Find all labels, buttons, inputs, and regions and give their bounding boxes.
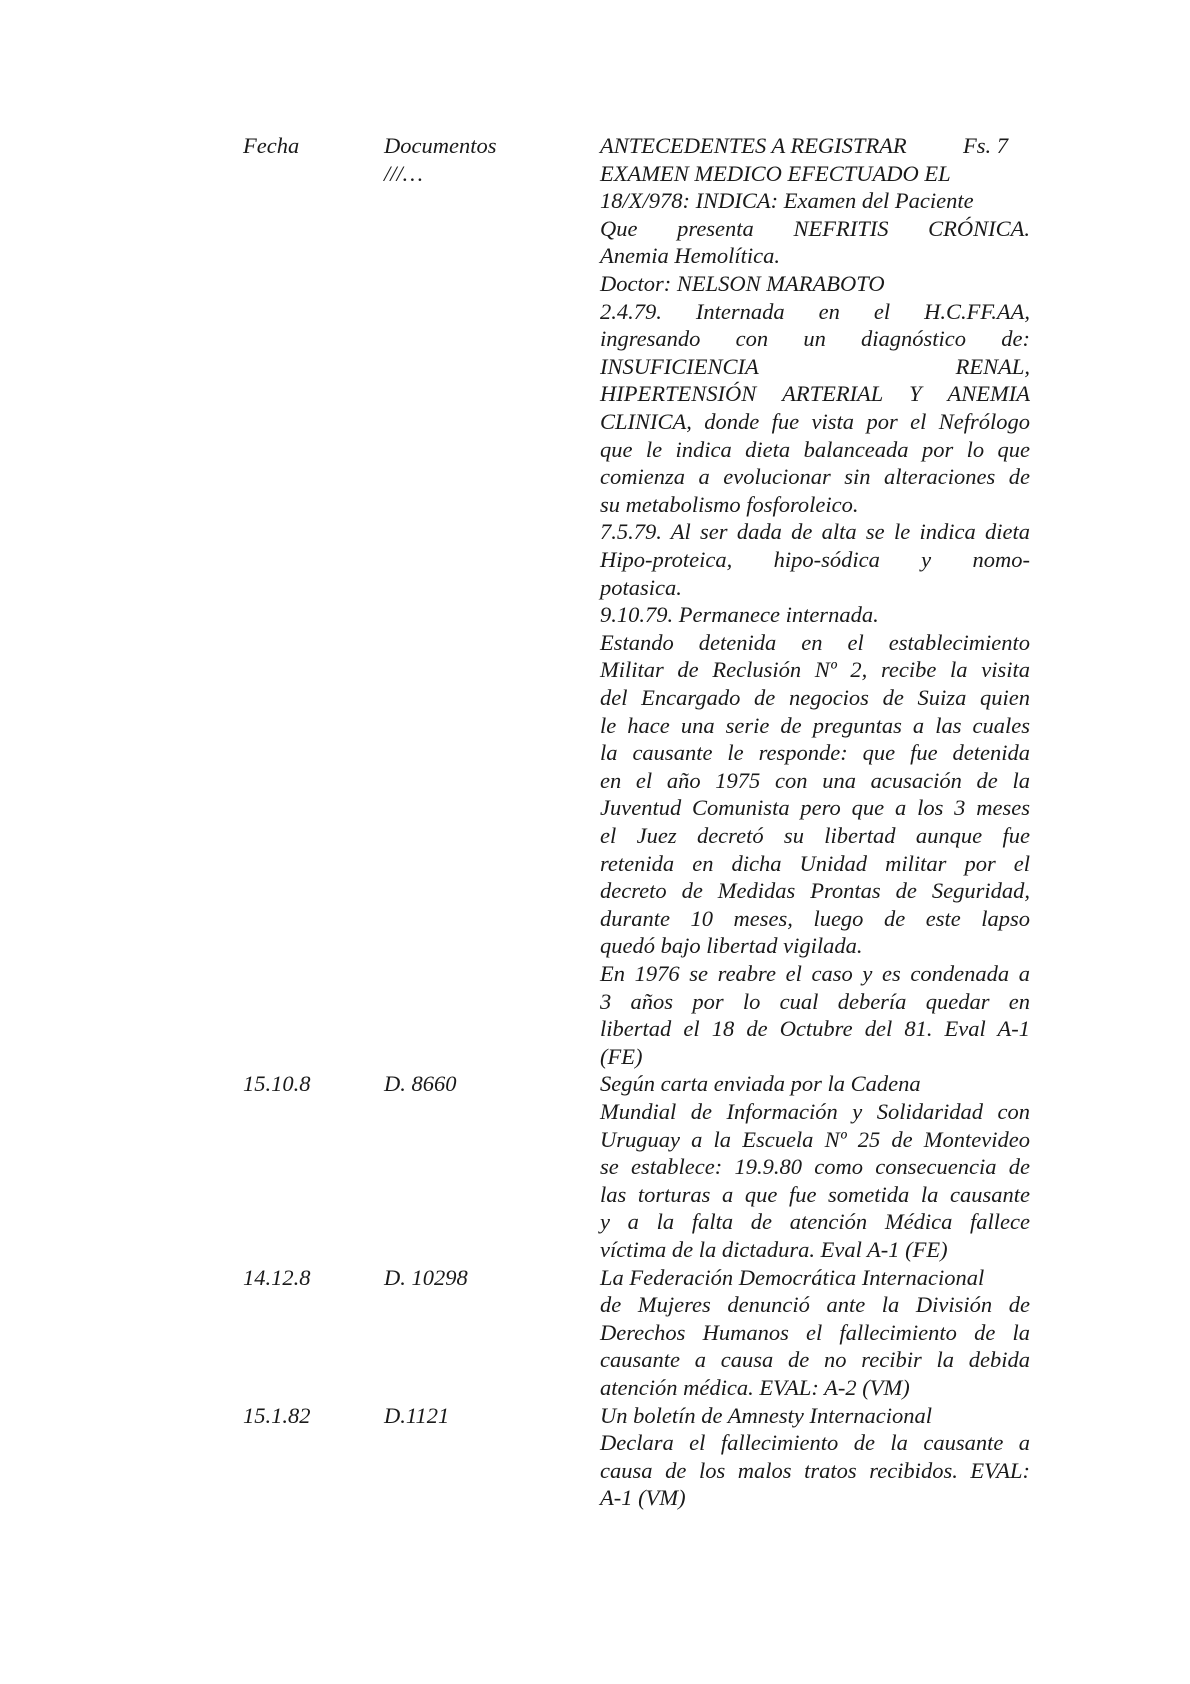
documentos-column [384, 132, 574, 1428]
documentos-header: Documentos [384, 133, 497, 158]
entry-text-line: Juventud Comunista pero que a los 3 meses [600, 795, 1030, 821]
entry-text-line: de Mujeres denunció ante la División de [600, 1292, 1030, 1318]
entry-text-line: durante 10 meses, luego de este lapso [600, 905, 1030, 931]
entry-text-line: A-1 (VM) [600, 1485, 686, 1511]
entry-text-line: 18/X/978: INDICA: Examen del Paciente [600, 188, 974, 214]
documentos-continuation: ///… [384, 160, 423, 186]
entry-text-line: ingresando con un diagnóstico de: [600, 326, 1030, 352]
entry-text-line: atención médica. EVAL: A-2 (VM) [600, 1375, 910, 1400]
entry-text-line: libertad el 18 de Octubre del 81. Eval A-1 [600, 1016, 1030, 1042]
entry-text-line: En 1976 se reabre el caso y es condenada a [600, 961, 1030, 986]
entry-text-line: que le indica dieta balanceada por lo que [600, 436, 1030, 462]
entry-fecha: 15.1.82 [243, 1402, 311, 1428]
entry-text-line: causante a causa de no recibir la debida [600, 1347, 1030, 1373]
entry-text-line: (FE) [600, 1043, 643, 1069]
entry-text-line: Un boletín de Amnesty Internacional [600, 1402, 933, 1428]
entry-text-line: INSUFICIENCIA RENAL, [600, 353, 1030, 379]
entry-text-line: Que presenta NEFRITIS CRÓNICA. [600, 215, 1030, 241]
entry-text-line: quedó bajo libertad vigilada. [600, 933, 863, 959]
entry-text-line: potasica. [600, 574, 682, 600]
entry-text-line: la causante le responde: que fue detenida [600, 740, 1030, 766]
entry-text-line: Uruguay a la Escuela Nº 25 de Montevideo [600, 1126, 1030, 1152]
entry-text-line: 7.5.79. Al ser dada de alta se le indica dieta [600, 519, 1030, 545]
entry-text-line: causa de los malos tratos recibidos. EVAL: [600, 1457, 1030, 1483]
entry-text-line: Mundial de Información y Solidaridad con [600, 1099, 1030, 1124]
entry-text-line: 9.10.79. Permanece internada. [600, 602, 879, 628]
entry-text-line: Declara el fallecimiento de la causante a [600, 1430, 1030, 1456]
entry-text-line: el Juez decretó su libertad aunque fue [600, 823, 1030, 848]
entry-text-line: Estando detenida en el establecimiento [600, 629, 1030, 655]
entry-text-line: Militar de Reclusión Nº 2, recibe la visita [600, 657, 1030, 683]
entry-text-line: comienza a evolucionar sin alteraciones de [600, 464, 1030, 490]
fecha-column [243, 132, 373, 1428]
entry-text-line: CLINICA, donde fue vista por el Nefrólogo [600, 409, 1030, 434]
folio-number: Fs. 7 [963, 133, 1008, 158]
entry-text-line: del Encargado de negocios de Suiza quien [600, 685, 1030, 710]
entry-text-line: Hipo-proteica, hipo-sódica y nomo- [600, 547, 1030, 572]
entry-text-line: 3 años por lo cual debería quedar en [600, 988, 1030, 1014]
entry-text-line: le hace una serie de preguntas a las cuales [600, 712, 1030, 738]
entry-text-line: Derechos Humanos el fallecimiento de la [600, 1319, 1030, 1345]
entry-documento: D. 10298 [384, 1264, 468, 1290]
fecha-header: Fecha [243, 133, 300, 158]
entry-text-line: víctima de la dictadura. Eval A-1 (FE) [600, 1237, 948, 1262]
entry-documento: D.1121 [384, 1402, 450, 1428]
entry-text-line: decreto de Medidas Prontas de Seguridad, [600, 878, 1030, 904]
entry-text-line: retenida en dicha Unidad militar por el [600, 850, 1030, 876]
entry-text-line: en el año 1975 con una acusación de la [600, 767, 1030, 793]
entry-text-line: Doctor: NELSON MARABOTO [600, 271, 885, 296]
entry-text-line: su metabolismo fosforoleico. [600, 491, 859, 517]
antecedentes-header-line [600, 132, 1030, 160]
entry-text-line: EXAMEN MEDICO EFECTUADO EL [600, 160, 951, 186]
entry-text-line: Anemia Hemolítica. [600, 243, 780, 269]
entry-text-line: 2.4.79. Internada en el H.C.FF.AA, [600, 298, 1030, 324]
antecedentes-header: ANTECEDENTES A REGISTRAR [600, 133, 907, 158]
entry-text-line: Según carta enviada por la Cadena [600, 1071, 921, 1097]
entry-text-line: se establece: 19.9.80 como consecuencia de [600, 1154, 1030, 1180]
entry-text-line: La Federación Democrática Internacional [600, 1264, 985, 1290]
entry-documento: D. 8660 [384, 1071, 457, 1097]
entry-fecha: 15.10.8 [243, 1071, 311, 1097]
entry-text-line: HIPERTENSIÓN ARTERIAL Y ANEMIA [600, 381, 1030, 407]
entry-fecha: 14.12.8 [243, 1264, 311, 1290]
antecedentes-column [600, 132, 1030, 1511]
entry-text-line: y a la falta de atención Médica fallece [600, 1209, 1030, 1235]
entry-text-line: las torturas a que fue sometida la causante [600, 1181, 1030, 1207]
